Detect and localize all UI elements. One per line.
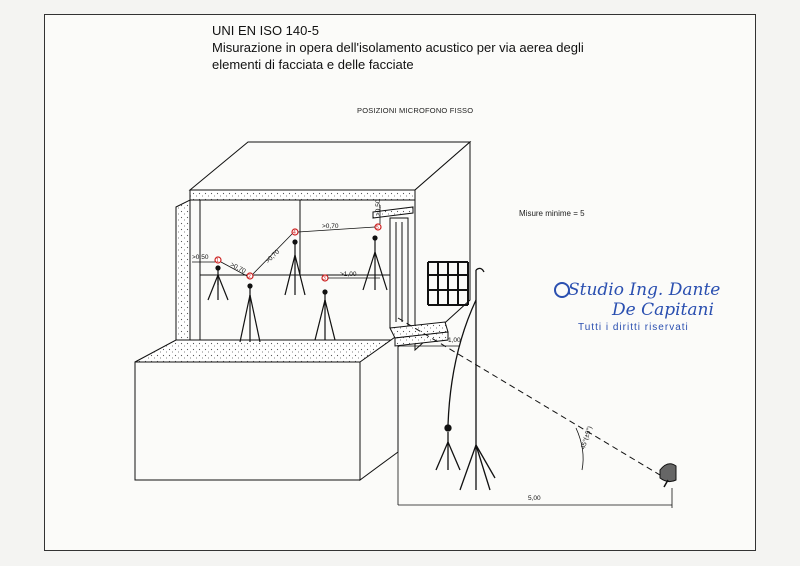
dim-label-8: 5,00 bbox=[528, 495, 541, 502]
interior-microphones bbox=[208, 224, 387, 342]
point-label-3: 3 bbox=[323, 276, 326, 282]
dim-label-2: >0,70 bbox=[228, 261, 247, 276]
microphone-4 bbox=[285, 229, 305, 295]
building-structure bbox=[135, 142, 470, 480]
left-wall bbox=[176, 200, 190, 350]
front-block bbox=[135, 362, 360, 480]
roof-slab bbox=[190, 190, 415, 200]
sound-path-line bbox=[398, 318, 665, 478]
dim-label-1: >0,50 bbox=[192, 254, 209, 261]
positions-subtitle: POSIZIONI MICROFONO FISSO bbox=[357, 106, 474, 115]
title-standard: UNI EN ISO 140-5 bbox=[212, 23, 319, 38]
title-description-line1: Misurazione in opera dell'isolamento acustico per via aerea degli bbox=[212, 40, 584, 55]
dim-label-6: >0,50 bbox=[375, 199, 382, 216]
min-measures-note: Misure minime = 5 bbox=[519, 209, 585, 218]
rights-notice: Tutti i diritti riservati bbox=[578, 322, 689, 333]
point-label-5: 5 bbox=[376, 225, 379, 231]
microphone-2 bbox=[240, 273, 260, 342]
loudspeaker-icon bbox=[660, 464, 676, 487]
dim-label-5: >1,00 bbox=[340, 271, 357, 278]
dim-label-angle: 45°(±5°) bbox=[579, 425, 594, 451]
title-description-line2: elementi di facciata e delle facciate bbox=[212, 57, 414, 72]
microphone-3 bbox=[315, 275, 335, 340]
dim-label-7: 1,00 bbox=[448, 337, 461, 344]
microphone-5 bbox=[363, 224, 387, 290]
studio-name-line1: Studio Ing. Dante bbox=[568, 280, 721, 300]
point-label-2: 2 bbox=[248, 274, 251, 280]
dim-label-3: >0,70 bbox=[264, 248, 282, 266]
dim-label-4: >0,70 bbox=[322, 223, 339, 230]
studio-name-line2: De Capitani bbox=[612, 300, 714, 320]
point-label-1: 1 bbox=[216, 258, 219, 264]
point-label-4: 4 bbox=[293, 230, 296, 236]
